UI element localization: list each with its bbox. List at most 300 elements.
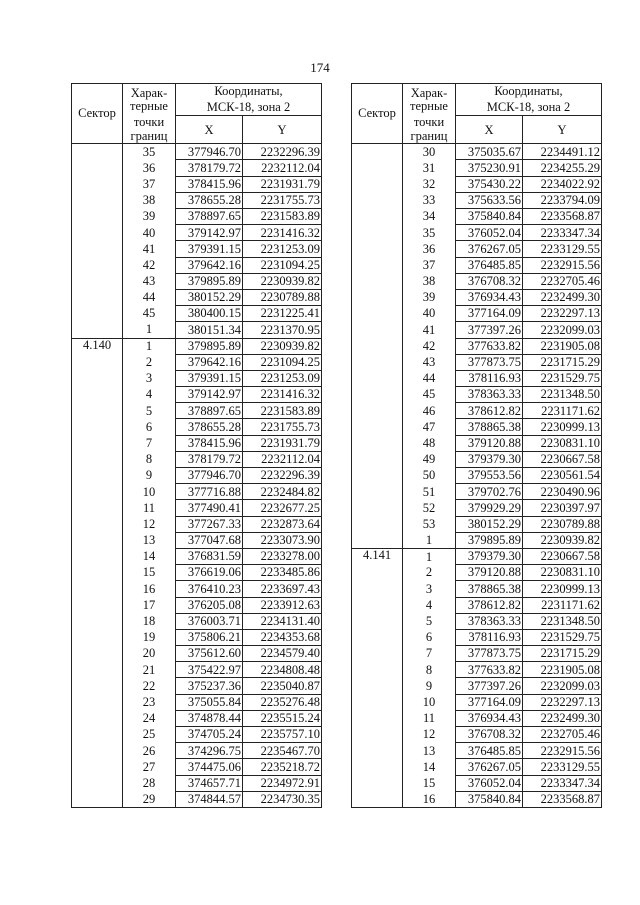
x-cell: 377164.09 <box>456 306 523 322</box>
x-cell: 375840.84 <box>456 791 523 807</box>
points-header <box>123 84 176 116</box>
y-cell: 2231171.62 <box>523 403 602 419</box>
x-cell: 377047.68 <box>176 532 243 548</box>
sector-cell <box>72 322 123 338</box>
sector-cell <box>72 500 123 516</box>
table-row <box>72 727 322 743</box>
x-cell: 378415.96 <box>176 435 243 451</box>
x-cell: 374878.44 <box>176 710 243 726</box>
point-cell: 43 <box>403 354 456 370</box>
sector-cell <box>72 694 123 710</box>
y-cell: 2232915.56 <box>523 257 602 273</box>
sector-cell <box>72 306 123 322</box>
point-cell: 14 <box>403 759 456 775</box>
sector-cell <box>352 403 403 419</box>
sector-cell <box>352 516 403 532</box>
y-cell: 2232296.39 <box>243 468 322 484</box>
y-cell: 2232915.56 <box>523 743 602 759</box>
point-cell: 43 <box>123 273 176 289</box>
x-cell: 375840.84 <box>456 209 523 225</box>
point-cell: 20 <box>123 646 176 662</box>
y-cell: 2231416.32 <box>243 387 322 403</box>
y-cell: 2231529.75 <box>523 629 602 645</box>
sector-cell <box>72 678 123 694</box>
y-cell: 2231715.29 <box>523 646 602 662</box>
y-cell: 2231094.25 <box>243 257 322 273</box>
sector-cell <box>352 435 403 451</box>
table-row <box>72 370 322 386</box>
points-header-line2: терные <box>130 99 168 114</box>
table-body <box>72 84 322 808</box>
coordinates-header <box>456 84 602 116</box>
x-cell: 378612.82 <box>456 403 523 419</box>
y-cell: 2230999.13 <box>523 419 602 435</box>
y-cell: 2231755.73 <box>243 192 322 208</box>
table-row <box>72 791 322 807</box>
table-row <box>352 225 602 241</box>
y-cell: 2232499.30 <box>523 289 602 305</box>
table-row <box>352 516 602 532</box>
sector-cell <box>72 759 123 775</box>
point-cell: 31 <box>403 160 456 176</box>
table-row <box>352 662 602 678</box>
y-cell: 2233912.63 <box>243 597 322 613</box>
points-header-bottom <box>123 116 176 144</box>
y-cell: 2233794.09 <box>523 192 602 208</box>
point-cell: 8 <box>403 662 456 678</box>
y-cell: 2231583.89 <box>243 209 322 225</box>
sector-cell <box>352 160 403 176</box>
point-cell: 7 <box>403 646 456 662</box>
sector-cell <box>352 289 403 305</box>
point-cell: 36 <box>403 241 456 257</box>
x-cell: 376831.59 <box>176 548 243 564</box>
x-cell: 379702.76 <box>456 484 523 500</box>
y-cell: 2231348.50 <box>523 387 602 403</box>
x-cell: 377716.88 <box>176 484 243 500</box>
table-row <box>72 306 322 322</box>
sector-cell <box>72 597 123 613</box>
table-row <box>352 548 602 564</box>
table-row <box>72 597 322 613</box>
sector-cell <box>352 581 403 597</box>
x-cell: 376485.85 <box>456 743 523 759</box>
y-cell: 2235276.48 <box>243 694 322 710</box>
x-cell: 375430.22 <box>456 176 523 192</box>
table-row <box>72 710 322 726</box>
table-row <box>352 565 602 581</box>
x-cell: 377267.33 <box>176 516 243 532</box>
x-cell: 378612.82 <box>456 597 523 613</box>
x-cell: 378116.93 <box>456 629 523 645</box>
y-cell: 2230667.58 <box>523 451 602 467</box>
sector-cell <box>72 209 123 225</box>
y-cell: 2235218.72 <box>243 759 322 775</box>
point-cell: 47 <box>403 419 456 435</box>
point-cell: 35 <box>123 144 176 160</box>
x-cell: 379142.97 <box>176 225 243 241</box>
x-cell: 376934.43 <box>456 710 523 726</box>
sector-cell <box>352 451 403 467</box>
points-header-line4: границ <box>410 128 448 143</box>
point-cell: 33 <box>403 192 456 208</box>
y-cell: 2235515.24 <box>243 710 322 726</box>
table-row <box>72 565 322 581</box>
point-cell: 11 <box>403 710 456 726</box>
point-cell: 5 <box>123 403 176 419</box>
point-cell: 13 <box>403 743 456 759</box>
table-row <box>352 597 602 613</box>
y-cell: 2231253.09 <box>243 241 322 257</box>
x-cell: 379642.16 <box>176 257 243 273</box>
x-cell: 378363.33 <box>456 387 523 403</box>
table-row <box>352 144 602 160</box>
y-cell: 2231905.08 <box>523 662 602 678</box>
sector-cell <box>352 419 403 435</box>
table-row <box>72 629 322 645</box>
x-cell: 378865.38 <box>456 419 523 435</box>
x-cell: 380151.34 <box>176 322 243 338</box>
right-coordinates-table <box>351 83 602 808</box>
x-cell: 376052.04 <box>456 225 523 241</box>
y-cell: 2233485.86 <box>243 565 322 581</box>
sector-cell <box>352 468 403 484</box>
points-header-line3: точки <box>413 114 445 129</box>
point-cell: 13 <box>123 532 176 548</box>
y-cell: 2233278.00 <box>243 548 322 564</box>
x-cell: 379142.97 <box>176 387 243 403</box>
table-row <box>352 484 602 500</box>
x-cell: 376003.71 <box>176 613 243 629</box>
coordinates-header <box>176 84 322 116</box>
y-cell: 2231094.25 <box>243 354 322 370</box>
point-cell: 44 <box>403 370 456 386</box>
x-cell: 376267.05 <box>456 241 523 257</box>
table-row <box>72 468 322 484</box>
sector-cell <box>72 791 123 807</box>
table-row <box>72 662 322 678</box>
coordinates-header-line2: МСК-18, зона 2 <box>206 99 291 114</box>
sector-cell <box>72 451 123 467</box>
x-cell: 377164.09 <box>456 694 523 710</box>
sector-cell <box>72 160 123 176</box>
y-cell: 2232677.25 <box>243 500 322 516</box>
table-row <box>72 581 322 597</box>
x-cell: 377490.41 <box>176 500 243 516</box>
point-cell: 10 <box>403 694 456 710</box>
x-cell: 375230.91 <box>456 160 523 176</box>
point-cell: 3 <box>123 370 176 386</box>
x-cell: 379120.88 <box>456 435 523 451</box>
y-cell: 2231905.08 <box>523 338 602 354</box>
x-cell: 378655.28 <box>176 192 243 208</box>
points-header-line3: точки <box>133 114 165 129</box>
point-cell: 38 <box>123 192 176 208</box>
sector-cell <box>352 209 403 225</box>
table-row <box>72 694 322 710</box>
table-row <box>352 192 602 208</box>
table-row <box>352 338 602 354</box>
point-cell: 25 <box>123 727 176 743</box>
x-cell: 376267.05 <box>456 759 523 775</box>
x-cell: 377873.75 <box>456 646 523 662</box>
table-row <box>72 613 322 629</box>
y-cell: 2230831.10 <box>523 435 602 451</box>
x-cell: 379895.89 <box>176 273 243 289</box>
point-cell: 2 <box>403 565 456 581</box>
x-cell: 379895.89 <box>176 338 243 354</box>
table-row <box>72 646 322 662</box>
table-row <box>352 387 602 403</box>
table-row <box>352 176 602 192</box>
point-cell: 22 <box>123 678 176 694</box>
y-cell: 2230397.97 <box>523 500 602 516</box>
sector-cell <box>352 727 403 743</box>
sector-cell <box>352 273 403 289</box>
sector-cell <box>72 289 123 305</box>
table-row <box>352 613 602 629</box>
sector-cell <box>352 597 403 613</box>
sector-header: Сектор <box>352 84 403 144</box>
left-coordinates-table <box>71 83 322 808</box>
x-cell: 374296.75 <box>176 743 243 759</box>
point-cell: 29 <box>123 791 176 807</box>
point-cell: 4 <box>123 387 176 403</box>
table-row <box>352 710 602 726</box>
table-row <box>72 484 322 500</box>
coordinates-header-line1: Координаты, <box>214 84 283 98</box>
sector-cell <box>352 500 403 516</box>
point-cell: 7 <box>123 435 176 451</box>
sector-cell: 4.141 <box>352 548 403 564</box>
y-cell: 2231529.75 <box>523 370 602 386</box>
point-cell: 4 <box>403 597 456 613</box>
y-cell: 2230939.82 <box>243 338 322 354</box>
y-cell: 2235040.87 <box>243 678 322 694</box>
y-cell: 2232112.04 <box>243 160 322 176</box>
table-row <box>352 759 602 775</box>
coordinates-header-line1: Координаты, <box>494 84 563 98</box>
sector-cell <box>352 678 403 694</box>
table-row <box>72 160 322 176</box>
point-cell: 24 <box>123 710 176 726</box>
x-cell: 377633.82 <box>456 662 523 678</box>
table-row <box>72 743 322 759</box>
sector-cell <box>72 581 123 597</box>
sector-cell <box>352 565 403 581</box>
y-cell: 2231253.09 <box>243 370 322 386</box>
point-cell: 5 <box>403 613 456 629</box>
point-cell: 37 <box>123 176 176 192</box>
point-cell: 3 <box>403 581 456 597</box>
point-cell: 53 <box>403 516 456 532</box>
point-cell: 32 <box>403 176 456 192</box>
sector-cell <box>72 548 123 564</box>
x-cell: 378897.65 <box>176 403 243 419</box>
table-row <box>352 581 602 597</box>
x-cell: 379929.29 <box>456 500 523 516</box>
point-cell: 42 <box>123 257 176 273</box>
point-cell: 17 <box>123 597 176 613</box>
table-row <box>72 241 322 257</box>
sector-cell <box>352 387 403 403</box>
y-cell: 2231370.95 <box>243 322 322 338</box>
x-cell: 377633.82 <box>456 338 523 354</box>
x-cell: 376205.08 <box>176 597 243 613</box>
y-cell: 2232484.82 <box>243 484 322 500</box>
y-cell: 2230667.58 <box>523 548 602 564</box>
point-cell: 46 <box>403 403 456 419</box>
table-row <box>72 354 322 370</box>
y-cell: 2234255.29 <box>523 160 602 176</box>
table-row <box>352 209 602 225</box>
table-row <box>352 289 602 305</box>
table-row <box>352 403 602 419</box>
point-cell: 45 <box>403 387 456 403</box>
sector-cell <box>72 354 123 370</box>
points-header-line1: Харак- <box>130 85 168 100</box>
y-cell: 2231931.79 <box>243 176 322 192</box>
point-cell: 21 <box>123 662 176 678</box>
point-cell: 41 <box>403 322 456 338</box>
sector-cell <box>72 565 123 581</box>
x-cell: 374475.06 <box>176 759 243 775</box>
page-number: 174 <box>310 60 330 75</box>
x-cell: 376619.06 <box>176 565 243 581</box>
sector-cell <box>352 225 403 241</box>
sector-cell <box>352 144 403 160</box>
table-row <box>72 403 322 419</box>
point-cell: 12 <box>403 727 456 743</box>
point-cell: 41 <box>123 241 176 257</box>
y-cell: 2230561.54 <box>523 468 602 484</box>
point-cell: 15 <box>403 775 456 791</box>
sector-cell <box>72 176 123 192</box>
table-row <box>352 354 602 370</box>
table-row <box>352 678 602 694</box>
y-cell: 2234808.48 <box>243 662 322 678</box>
y-cell: 2231225.41 <box>243 306 322 322</box>
y-cell: 2233568.87 <box>523 791 602 807</box>
sector-cell <box>72 662 123 678</box>
y-cell: 2234579.40 <box>243 646 322 662</box>
x-cell: 378179.72 <box>176 160 243 176</box>
y-header: Y <box>523 116 602 144</box>
y-cell: 2234022.92 <box>523 176 602 192</box>
x-cell: 374657.71 <box>176 775 243 791</box>
sector-cell <box>72 646 123 662</box>
y-cell: 2231715.29 <box>523 354 602 370</box>
y-cell: 2235467.70 <box>243 743 322 759</box>
point-cell: 23 <box>123 694 176 710</box>
table-row <box>72 289 322 305</box>
y-cell: 2232297.13 <box>523 306 602 322</box>
x-cell: 375422.97 <box>176 662 243 678</box>
sector-cell <box>72 484 123 500</box>
sector-cell <box>352 484 403 500</box>
point-cell: 27 <box>123 759 176 775</box>
y-cell: 2234730.35 <box>243 791 322 807</box>
sector-cell <box>72 710 123 726</box>
y-cell: 2231755.73 <box>243 419 322 435</box>
table-row <box>352 160 602 176</box>
sector-cell <box>352 759 403 775</box>
y-cell: 2230999.13 <box>523 581 602 597</box>
y-header: Y <box>243 116 322 144</box>
x-cell: 379391.15 <box>176 370 243 386</box>
table-row <box>352 322 602 338</box>
sector-cell <box>352 322 403 338</box>
x-cell: 379391.15 <box>176 241 243 257</box>
sector-cell <box>72 387 123 403</box>
point-cell: 1 <box>403 532 456 548</box>
point-cell: 6 <box>123 419 176 435</box>
points-header <box>403 84 456 116</box>
point-cell: 9 <box>403 678 456 694</box>
x-header: X <box>456 116 523 144</box>
y-cell: 2233347.34 <box>523 225 602 241</box>
x-cell: 375237.36 <box>176 678 243 694</box>
point-cell: 51 <box>403 484 456 500</box>
y-cell: 2232296.39 <box>243 144 322 160</box>
point-cell: 34 <box>403 209 456 225</box>
y-cell: 2231171.62 <box>523 597 602 613</box>
point-cell: 48 <box>403 435 456 451</box>
sector-cell <box>72 743 123 759</box>
table-row <box>72 225 322 241</box>
table-row <box>352 646 602 662</box>
y-cell: 2233697.43 <box>243 581 322 597</box>
table-row <box>352 500 602 516</box>
x-cell: 378655.28 <box>176 419 243 435</box>
x-cell: 377946.70 <box>176 144 243 160</box>
point-cell: 38 <box>403 273 456 289</box>
sector-cell <box>72 516 123 532</box>
sector-cell <box>72 144 123 160</box>
y-cell: 2232112.04 <box>243 451 322 467</box>
table-row <box>352 629 602 645</box>
point-cell: 6 <box>403 629 456 645</box>
point-cell: 16 <box>123 581 176 597</box>
table-row <box>72 548 322 564</box>
sector-cell <box>352 791 403 807</box>
point-cell: 30 <box>403 144 456 160</box>
table-row <box>72 192 322 208</box>
y-cell: 2234131.40 <box>243 613 322 629</box>
point-cell: 19 <box>123 629 176 645</box>
point-cell: 9 <box>123 468 176 484</box>
table-row <box>352 257 602 273</box>
sector-cell <box>352 338 403 354</box>
table-row <box>72 322 322 338</box>
point-cell: 1 <box>123 338 176 354</box>
x-cell: 374844.57 <box>176 791 243 807</box>
y-cell: 2230789.88 <box>523 516 602 532</box>
x-cell: 376708.32 <box>456 273 523 289</box>
x-cell: 376934.43 <box>456 289 523 305</box>
table-row <box>72 532 322 548</box>
table-row <box>72 451 322 467</box>
point-cell: 1 <box>403 548 456 564</box>
coordinates-header-line2: МСК-18, зона 2 <box>486 99 571 114</box>
point-cell: 12 <box>123 516 176 532</box>
point-cell: 39 <box>403 289 456 305</box>
x-cell: 376052.04 <box>456 775 523 791</box>
x-cell: 378415.96 <box>176 176 243 192</box>
table-row <box>352 791 602 807</box>
sector-cell <box>72 613 123 629</box>
x-cell: 375612.60 <box>176 646 243 662</box>
